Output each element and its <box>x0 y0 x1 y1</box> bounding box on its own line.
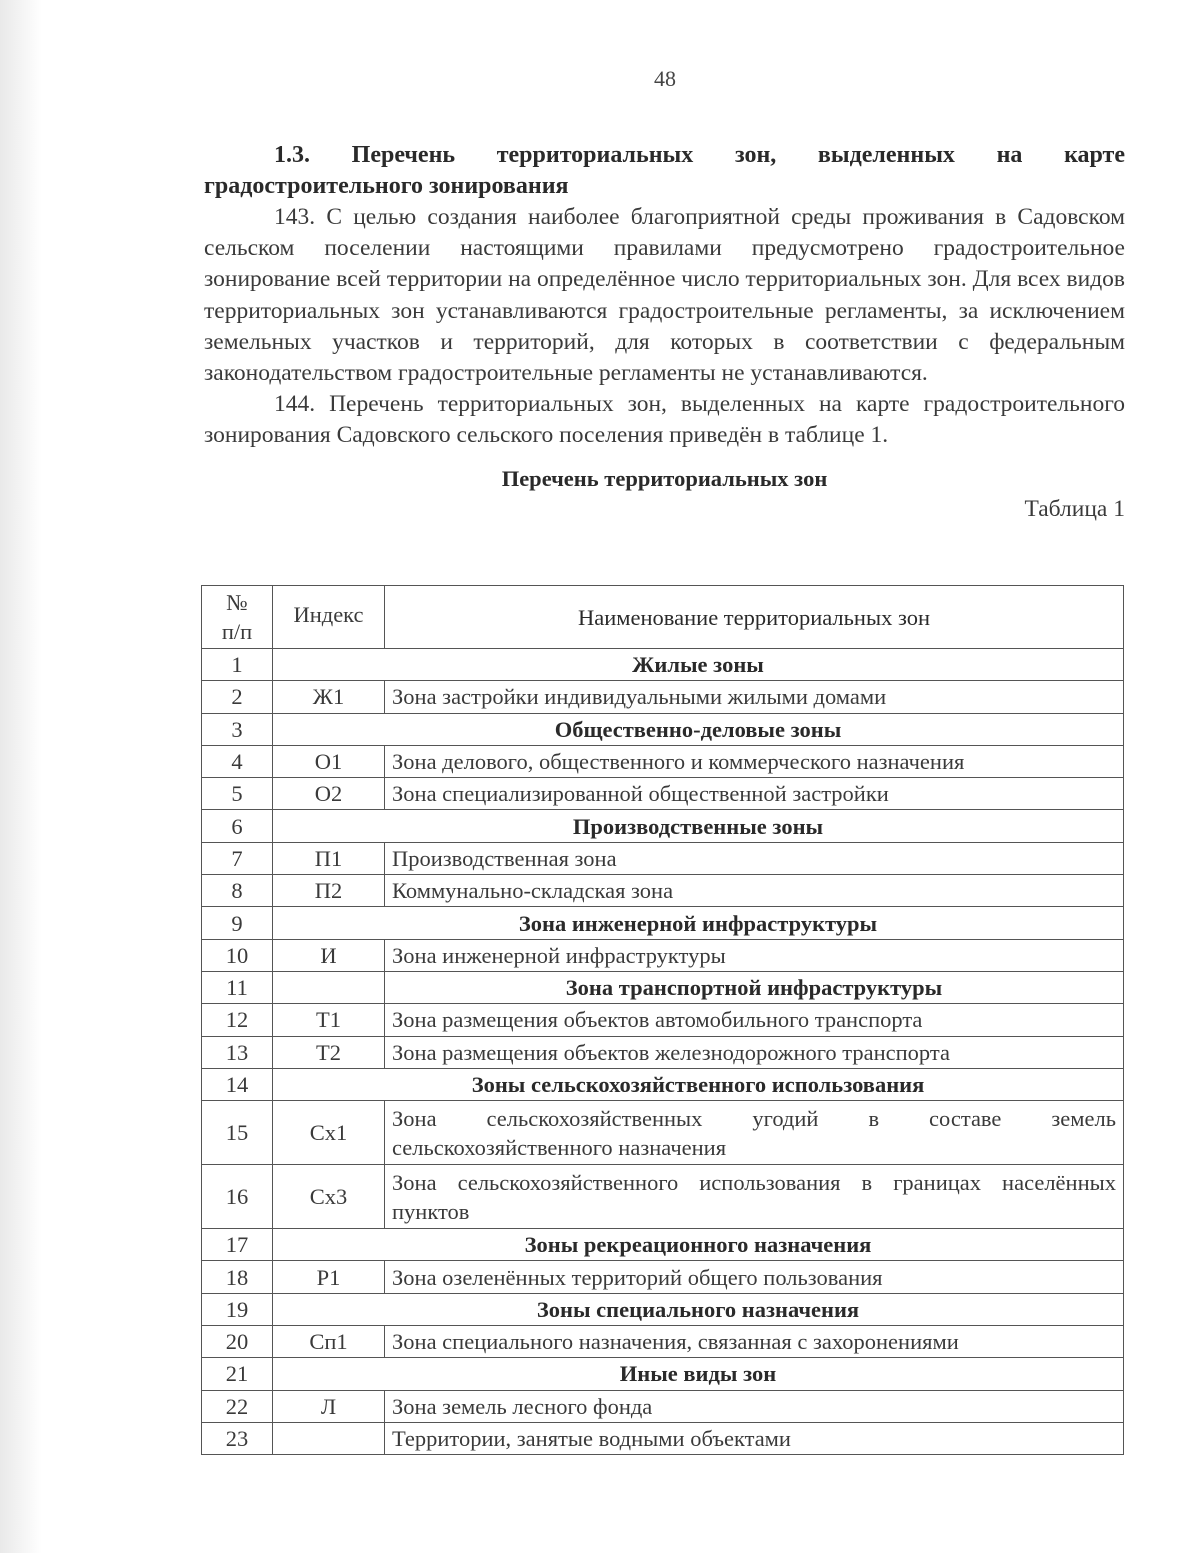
zone-index <box>273 1422 385 1454</box>
zone-name: Зона специализированной общественной застройки <box>385 778 1124 810</box>
row-number: 3 <box>202 713 273 745</box>
zone-index: Ж1 <box>273 681 385 713</box>
table-row <box>202 1261 1124 1293</box>
table-row <box>202 1068 1124 1100</box>
zone-name: Зона размещения объектов железнодорожного транспорта <box>385 1036 1124 1068</box>
table-row <box>202 745 1124 777</box>
table-row <box>202 1326 1124 1358</box>
zone-group-title: Производственные зоны <box>273 810 1124 842</box>
row-number: 17 <box>202 1229 273 1261</box>
table-row <box>202 1390 1124 1422</box>
row-number: 7 <box>202 842 273 874</box>
zone-group-title: Зоны рекреационного назначения <box>273 1229 1124 1261</box>
zone-index: Сх1 <box>273 1101 385 1165</box>
row-number: 6 <box>202 810 273 842</box>
table-row <box>202 1293 1124 1325</box>
zone-name: Зона специального назначения, связанная с захоронениями <box>385 1326 1124 1358</box>
row-number: 21 <box>202 1358 273 1390</box>
zone-index: П2 <box>273 875 385 907</box>
row-number: 2 <box>202 681 273 713</box>
zone-name: Производственная зона <box>385 842 1124 874</box>
zone-name: Зона делового, общественного и коммерческого назначения <box>385 745 1124 777</box>
scan-page-edge <box>0 0 42 1553</box>
row-number: 15 <box>202 1101 273 1165</box>
table-row <box>202 1165 1124 1229</box>
row-number: 4 <box>202 745 273 777</box>
table-row <box>202 1422 1124 1454</box>
table-row <box>202 971 1124 1003</box>
row-number: 20 <box>202 1326 273 1358</box>
zone-index: Л <box>273 1390 385 1422</box>
table-row <box>202 1101 1124 1165</box>
document-body <box>204 140 1125 524</box>
row-number: 23 <box>202 1422 273 1454</box>
table-row <box>202 1036 1124 1068</box>
zone-name: Зона размещения объектов автомобильного транспорта <box>385 1004 1124 1036</box>
table-row <box>202 1004 1124 1036</box>
header-name: Наименование территориальных зон <box>385 586 1124 649</box>
row-number: 11 <box>202 971 273 1003</box>
row-number: 18 <box>202 1261 273 1293</box>
zone-group-title: Общественно-деловые зоны <box>273 713 1124 745</box>
zone-index: Т2 <box>273 1036 385 1068</box>
table-row <box>202 1229 1124 1261</box>
zone-group-title: Зоны сельскохозяйственного использования <box>273 1068 1124 1100</box>
row-number: 16 <box>202 1165 273 1229</box>
zone-name: Территории, занятые водными объектами <box>385 1422 1124 1454</box>
table-row <box>202 649 1124 681</box>
row-number: 5 <box>202 778 273 810</box>
section-heading-line2: градостроительного зонирования <box>204 173 569 199</box>
header-index: Индекс <box>273 586 385 649</box>
zone-group-title: Жилые зоны <box>273 649 1124 681</box>
row-number: 22 <box>202 1390 273 1422</box>
zone-index: О2 <box>273 778 385 810</box>
row-number: 12 <box>202 1004 273 1036</box>
header-num-line1: № <box>226 590 248 615</box>
zone-index: И <box>273 939 385 971</box>
zone-index: О1 <box>273 745 385 777</box>
table-title: Перечень территориальных зон <box>501 465 828 491</box>
zone-group-title: Зона инженерной инфраструктуры <box>273 907 1124 939</box>
zones-table <box>201 585 1124 1455</box>
row-number: 14 <box>202 1068 273 1100</box>
table-row <box>202 1358 1124 1390</box>
row-number: 1 <box>202 649 273 681</box>
table-row <box>202 713 1124 745</box>
row-number: 13 <box>202 1036 273 1068</box>
zone-name: Коммунально-складская зона <box>385 875 1124 907</box>
zone-group-title: Зона транспортной инфраструктуры <box>385 971 1124 1003</box>
table-row <box>202 907 1124 939</box>
paragraph-144: 144. Перечень территориальных зон, выделенных на карте градостроительного зонирования Садовского сельского поселения приведён в таблице 1. <box>204 391 1125 449</box>
zone-name: Зона инженерной инфраструктуры <box>385 939 1124 971</box>
zone-index: Сх3 <box>273 1165 385 1229</box>
table-row <box>202 810 1124 842</box>
zone-group-title: Зоны специального назначения <box>273 1293 1124 1325</box>
zone-index <box>273 971 385 1003</box>
zone-group-title: Иные виды зон <box>273 1358 1124 1390</box>
zone-index: Р1 <box>273 1261 385 1293</box>
zone-name: Зона земель лесного фонда <box>385 1390 1124 1422</box>
page-number: 48 <box>654 66 676 91</box>
zone-index: П1 <box>273 842 385 874</box>
zone-name: Зона озеленённых территорий общего пользования <box>385 1261 1124 1293</box>
row-number: 19 <box>202 1293 273 1325</box>
zone-name: Зона сельскохозяйственных угодий в составе земель сельскохозяйственного назначения <box>385 1101 1124 1165</box>
zone-index: Т1 <box>273 1004 385 1036</box>
header-num <box>202 586 273 649</box>
table-row <box>202 842 1124 874</box>
row-number: 8 <box>202 875 273 907</box>
zone-index: Сп1 <box>273 1326 385 1358</box>
table-label: Таблица 1 <box>1024 495 1125 522</box>
table-row <box>202 681 1124 713</box>
zone-name: Зона сельскохозяйственного использования в границах населённых пунктов <box>385 1165 1124 1229</box>
header-num-line2: п/п <box>221 619 253 644</box>
section-heading-line1: 1.3. Перечень территориальных зон, выделенных на карте <box>274 142 1125 168</box>
zones-table-body <box>202 649 1124 1455</box>
paragraph-143: 143. С целью создания наиболее благоприятной среды проживания в Садовском сельском поселении настоящими правилами предусмотрено градостроительное зонирование всей территории на определённое число территориальных зон. Для всех видов территориальных зон устанавливаются градостроительные регламенты, за исключением земельных участков и территорий, для которых в соответствии с федеральным законодательством градостроительные регламенты не устанавливаются. <box>204 204 1125 387</box>
zone-name: Зона застройки индивидуальными жилыми домами <box>385 681 1124 713</box>
table-row <box>202 875 1124 907</box>
table-header-row <box>202 586 1124 649</box>
table-row <box>202 778 1124 810</box>
row-number: 9 <box>202 907 273 939</box>
table-row <box>202 939 1124 971</box>
row-number: 10 <box>202 939 273 971</box>
